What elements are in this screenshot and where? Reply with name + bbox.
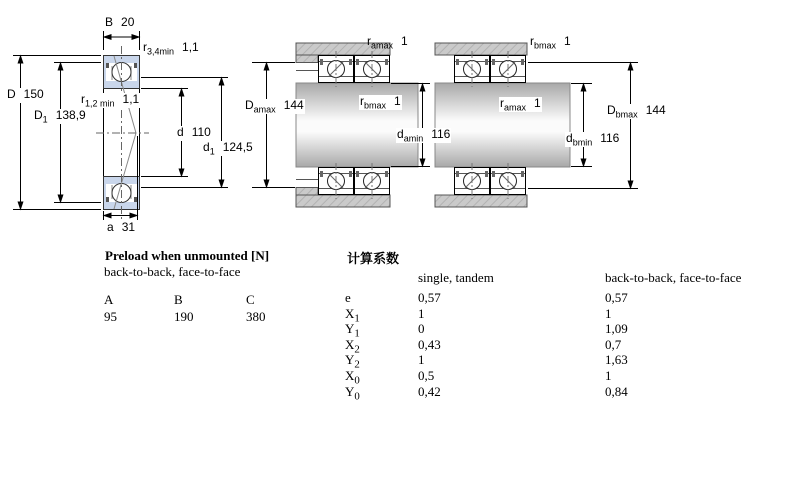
dim-label-r34: $r_{3,4min}$ 1,1 xyxy=(143,40,199,57)
preload-value: 190 xyxy=(174,309,194,324)
factors-header-row xyxy=(345,270,741,286)
dim-label-B: B 20 xyxy=(104,16,135,31)
factors-row: $X_1$ 1 1 xyxy=(345,305,612,325)
dim-label-Damax: $D_{amax}$ 144 xyxy=(245,98,304,115)
factors-row: $X_0$ 0,5 1 xyxy=(345,367,612,387)
arrangement-back-to-back xyxy=(296,43,418,207)
factors-table-title: 计算系数 xyxy=(347,251,400,266)
dim-label-d: d 110 xyxy=(176,126,212,141)
factors-row: $Y_1$ 0 1,09 xyxy=(345,321,628,340)
factors-col2-header: back-to-back, face-to-face xyxy=(605,270,742,285)
preload-table xyxy=(104,292,306,325)
preload-col-header: A xyxy=(104,292,114,307)
preload-value: 380 xyxy=(246,309,266,324)
dim-label-r12: $r_{1,2 min}$ 1,1 xyxy=(81,92,140,109)
factors-row: e 0,57 0,57 xyxy=(345,290,628,305)
factors-row: $X_2$ 0,43 0,7 xyxy=(345,336,622,356)
preload-table-title: Preload when unmounted [N] xyxy=(105,248,270,263)
dim-label-rbmax-b: $r_{bmax}$ 1 xyxy=(530,34,571,51)
dim-label-D1: $D_1$ 138,9 xyxy=(34,108,86,125)
dim-label-dbmin: $d_{bmin}$ 116 xyxy=(566,131,620,148)
dim-label-Dbmax: $D_{bmax}$ 144 xyxy=(607,103,666,120)
dim-label-a: a 31 xyxy=(106,221,136,236)
preload-col-header: B xyxy=(174,292,183,307)
dim-label-ramax-a: $r_{amax}$ 1 xyxy=(367,34,408,51)
factors-row: $Y_0$ 0,42 0,84 xyxy=(345,383,628,403)
preload-col-header: C xyxy=(246,292,255,307)
dim-label-rbmax-a: $r_{bmax}$ 1 xyxy=(360,94,401,111)
preload-value: 95 xyxy=(104,309,117,324)
dim-label-d1: $d_1$ 124,5 xyxy=(203,140,253,157)
dim-label-damin: $d_{amin}$ 116 xyxy=(397,127,451,144)
arrangement-face-to-face xyxy=(435,43,570,207)
preload-table-subtitle: back-to-back, face-to-face xyxy=(104,264,241,279)
dim-label-ramax-b: $r_{amax}$ 1 xyxy=(500,96,541,113)
factors-table xyxy=(345,290,628,403)
factors-row: $Y_2$ 1 1,63 xyxy=(345,352,628,371)
factors-col1-header: single, tandem xyxy=(418,270,494,285)
dim-label-D: D 150 xyxy=(6,88,45,103)
